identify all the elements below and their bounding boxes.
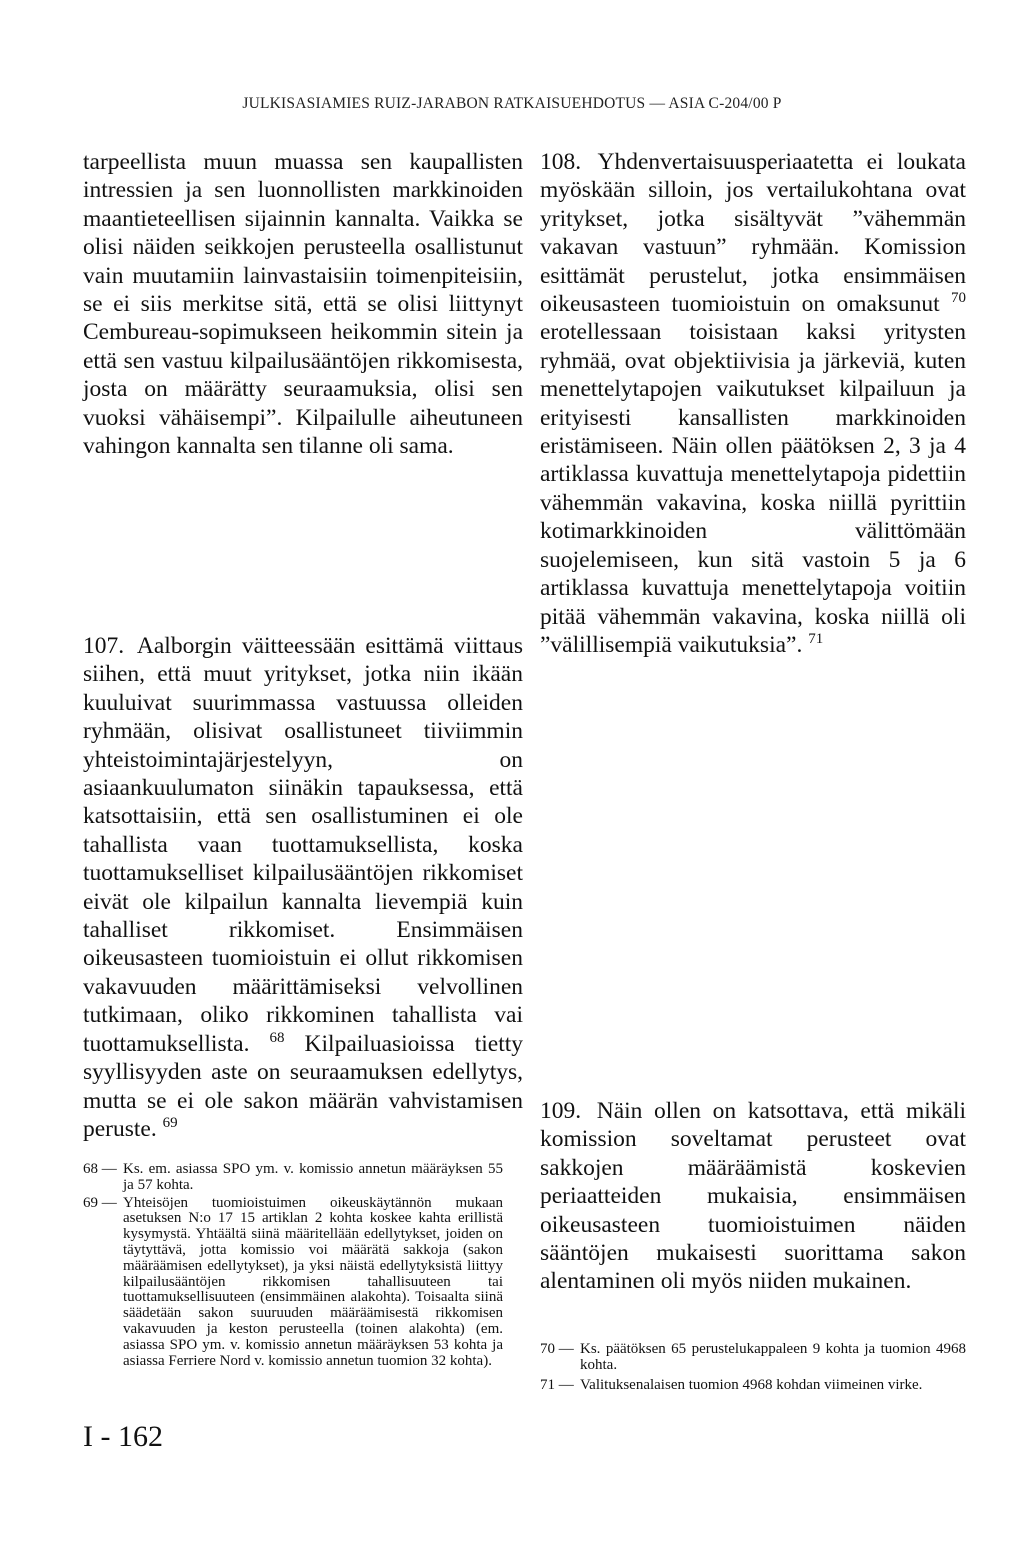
footnote-label: 68 — [83,1161,117,1177]
paragraph-text: Näin ollen on katsottava, että mikäli komission soveltamat perusteet ovat sakkojen määräämistä koskevien periaatteiden mukaisia, ensimmäisen oikeusasteen tuomioistuimen näiden sääntöjen mukaisesti suorittama sakon alentaminen oli myös niiden mukainen. [540,1098,966,1295]
continuation-paragraph: tarpeellista muun muassa sen kaupallisten intressien ja sen luonnollisten markkinoiden maantieteellisen sijainnin kannalta. Vaikka se olisi näiden seikkojen perusteella osallistunut vain muutamiin lainvastaisiin toimenpiteisiin, se ei siis merkitse sitä, että se olisi liittynyt Cembureau-sopimukseen heikommin sitein ja että sen vastuu kilpailusääntöjen rikkomisesta, josta on määrätty seuraamuksia, olisi sen vuoksi vähäisempi”. Kilpailulle aiheutuneen vahingon kannalta sen tilanne oli sama. [83,149,523,460]
footnote-text: Ks. päätöksen 65 perustelukappaleen 9 kohta ja tuomion 4968 kohta. [580,1341,966,1373]
footnote-text: Yhteisöjen tuomioistuimen oikeuskäytännön mukaan asetuksen N:o 17 15 artiklan 2 kohta koskee kahta erillistä kysymystä. Yhtäältä siinä määritellään edellytykset, joiden on täytyttävä, jotta komissio voi määrätä sakkoja (sakon määräämisen edellytykset), ja yksi näistä edellytyksistä liittyy kilpailusääntöjen rikkomisen tahallisuuteen tai tuottamuksellisuuteen (ensimmäinen alakohta). Toisaalta siinä säädetään sakon suuruuden määräämisestä rikkomisen vakavuuden ja keston perusteella (toinen alakohta) (em. asiassa SPO ym. v. komissio annetun määräyksen 53 kohta ja asiassa Ferriere Nord v. komissio annetun tuomion 32 kohta). [123,1194,503,1369]
footnote-text: Ks. em. asiassa SPO ym. v. komissio annetun määräyksen 55 ja 57 kohta. [123,1161,503,1193]
paragraph-108 [540,148,966,659]
paragraph-text: Yhdenvertaisuusperiaatetta ei loukata myöskään silloin, jos vertailukohtana ovat yritykset, jotka sisältyvät ”vähemmän vakavan vastuun” ryhmään. Komission esittämät perustelut, jotka ensimmäisen oikeusasteen tuomioistuin on omaksunut [540,149,966,318]
paragraph-107 [83,632,523,1143]
left-column-continuation [83,148,523,460]
paragraph-number: 109. [540,1098,582,1124]
footnote-ref-71[interactable]: 71 [808,631,824,648]
footnote-69 [83,1196,503,1370]
footnote-71 [540,1378,966,1394]
footnote-ref-69[interactable]: 69 [162,1115,178,1132]
paragraph-text: erotellessaan toisistaan kaksi yritysten ryhmää, ovat objektiivisia ja järkeviä, kuten menettelytapojen vaikutukset kilpailuun ja erityisesti kansallisten markkinoiden eristämiseen. Näin ollen päätöksen 2, 3 ja 4 artiklassa kuvattuja menettelytapoja pidettiin vähemmän vakavina, koska niillä pyrittiin kotimarkkinoiden välittömään suojelemiseen, kun sitä vastoin 5 ja 6 artiklassa kuvattuja menettelytapoja voitiin pitää vähemmän vakavina, koska niillä oli ”välillisempiä vaikutuksia”. [540,319,966,658]
page-number: I - 162 [83,1420,163,1453]
footnotes-left [83,1162,503,1371]
footnote-label: 71 — [540,1376,574,1393]
paragraph-text: Kilpailuasioissa tietty syyllisyyden aste on seuraamuksen edellytys, mutta se ei ole sakon määrän vahvistamisen peruste. [83,1030,524,1142]
paragraph-text: Aalborgin väitteessään esittämä viittaus siihen, että muut yritykset, jotka niin ikään kuuluivat suurimmassa vastuussa olleiden ryhmään, olisivat osallistuneet tiiviimmin yhteistoimintajärjestelyyn, on asiaankuulumaton siinäkin tapauksessa, että katsottaisiin, että sen osallistuminen ei ole tahallista vaan tuottamuksellista, koska tuottamukselliset kilpailusääntöjen rikkomiset eivät ole kilpailun kannalta lievempiä kuin tahalliset rikkomiset. Ensimmäisen oikeusasteen tuomioistuin ei ollut rikkomisen vakavuuden määrittämiseksi velvollinen tutkimaan, oliko rikkominen tahallista vai tuottamuksellista. [83,633,523,1057]
running-header: JULKISASIAMIES RUIZ-JARABON RATKAISUEHDOTUS — ASIA C-204/00 P [242,95,782,112]
paragraph-109 [540,1097,966,1296]
paragraph-number: 107. [83,633,125,659]
footnote-label: 69 — [83,1194,117,1211]
footnote-text: Valituksenalaisen tuomion 4968 kohdan viimeinen virke. [580,1376,923,1393]
footnote-70 [540,1342,966,1374]
footnote-label: 70 — [540,1341,574,1357]
paragraph-number: 108. [540,149,582,175]
footnote-ref-68[interactable]: 68 [269,1029,285,1046]
footnote-68 [83,1162,503,1194]
footnote-ref-70[interactable]: 70 [951,290,967,307]
footnotes-right [540,1342,966,1395]
